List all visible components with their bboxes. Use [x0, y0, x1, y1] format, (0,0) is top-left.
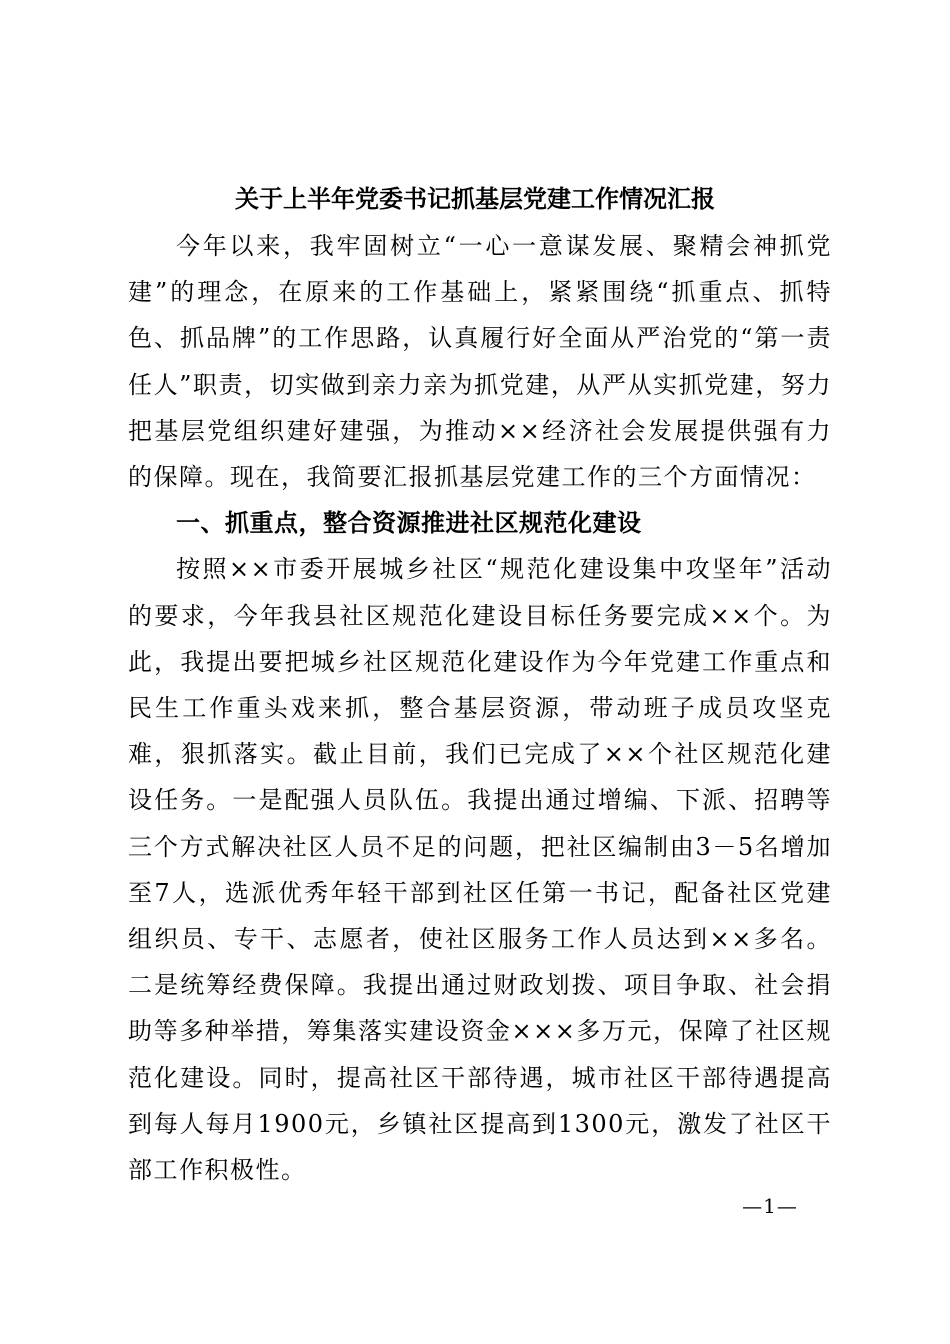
document-body [128, 223, 832, 1193]
document-title: 关于上半年党委书记抓基层党建工作情况汇报 [235, 184, 715, 213]
section-1-paragraph: 按照××市委开展城乡社区“规范化建设集中攻坚年”活动的要求，今年我县社区规范化建设目标任务要完成××个。为此，我提出要把城乡社区规范化建设作为今年党建工作重点和民生工作重头戏来抓，整合基层资源，带动班子成员攻坚克难，狠抓落实。截止目前，我们已完成了××个社区规范化建设任务。一是配强人员队伍。我提出通过增编、下派、招聘等三个方式解决社区人员不足的问题，把社区编制由3－5名增加至7人，选派优秀年轻干部到社区任第一书记，配备社区党建组织员、专干、志愿者，使社区服务工作人员达到××多名。二是统筹经费保障。我提出通过财政划拨、项目争取、社会捐助等多种举措，筹集落实建设资金×××多万元，保障了社区规范化建设。同时，提高社区干部待遇，城市社区干部待遇提高到每人每月1900元，乡镇社区提高到1300元，激发了社区干部工作积极性。 [128, 555, 832, 1185]
page-number: —1— [742, 1194, 798, 1218]
intro-paragraph: 今年以来，我牢固树立“一心一意谋发展、聚精会神抓党建”的理念，在原来的工作基础上，紧紧围绕“抓重点、抓特色、抓品牌”的工作思路，认真履行好全面从严治党的“第一责任人”职责，切实做到亲力亲为抓党建，从严从实抓党建，努力把基层党组织建好建强，为推动××经济社会发展提供强有力的保障。现在，我简要汇报抓基层党建工作的三个方面情况： [128, 232, 832, 492]
section-1-heading: 一、抓重点，整合资源推进社区规范化建设 [176, 509, 642, 538]
